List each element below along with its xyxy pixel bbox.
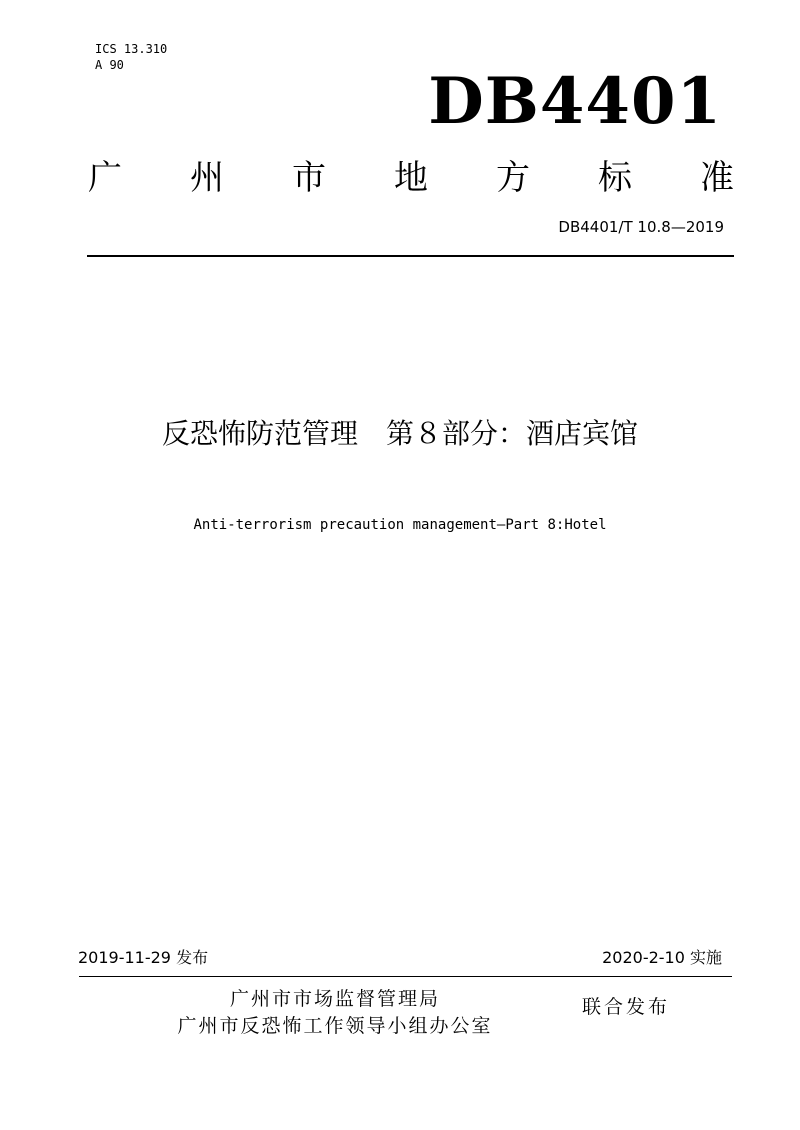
- english-title: Anti-terrorism precaution management—Part 8:Hotel: [193, 517, 607, 533]
- ics-number: ICS 13.310: [95, 42, 168, 56]
- issuer-name: 广州市市场监督管理局: [229, 988, 440, 1010]
- standard-type-char: 方: [496, 158, 530, 198]
- footer-divider: [79, 976, 732, 977]
- issue-date: 2019-11-29 发布: [78, 948, 209, 967]
- standard-type-char: 市: [292, 158, 326, 198]
- standard-type-char: 广: [88, 158, 122, 198]
- standard-type-char: 地: [394, 158, 428, 198]
- joint-issue-label: 联合发布: [582, 996, 671, 1018]
- issuing-authorities: [120, 986, 550, 1040]
- standard-type-char: 准: [700, 158, 734, 198]
- standard-type-char: 标: [598, 158, 632, 198]
- issuer-name: 广州市反恐怖工作领导小组办公室: [177, 1015, 493, 1037]
- standard-type-title: [88, 152, 734, 204]
- ics-code-block: [95, 41, 167, 73]
- standard-type-char: 州: [190, 158, 224, 198]
- standard-number: DB4401/T 10.8—2019: [558, 218, 724, 236]
- db-code: DB4401: [428, 64, 722, 139]
- header-divider: [87, 255, 734, 257]
- classification-code: A 90: [95, 58, 124, 72]
- document-title: 反恐怖防范管理 第８部分：酒店宾馆: [161, 417, 638, 450]
- implementation-date: 2020-2-10 实施: [602, 948, 722, 967]
